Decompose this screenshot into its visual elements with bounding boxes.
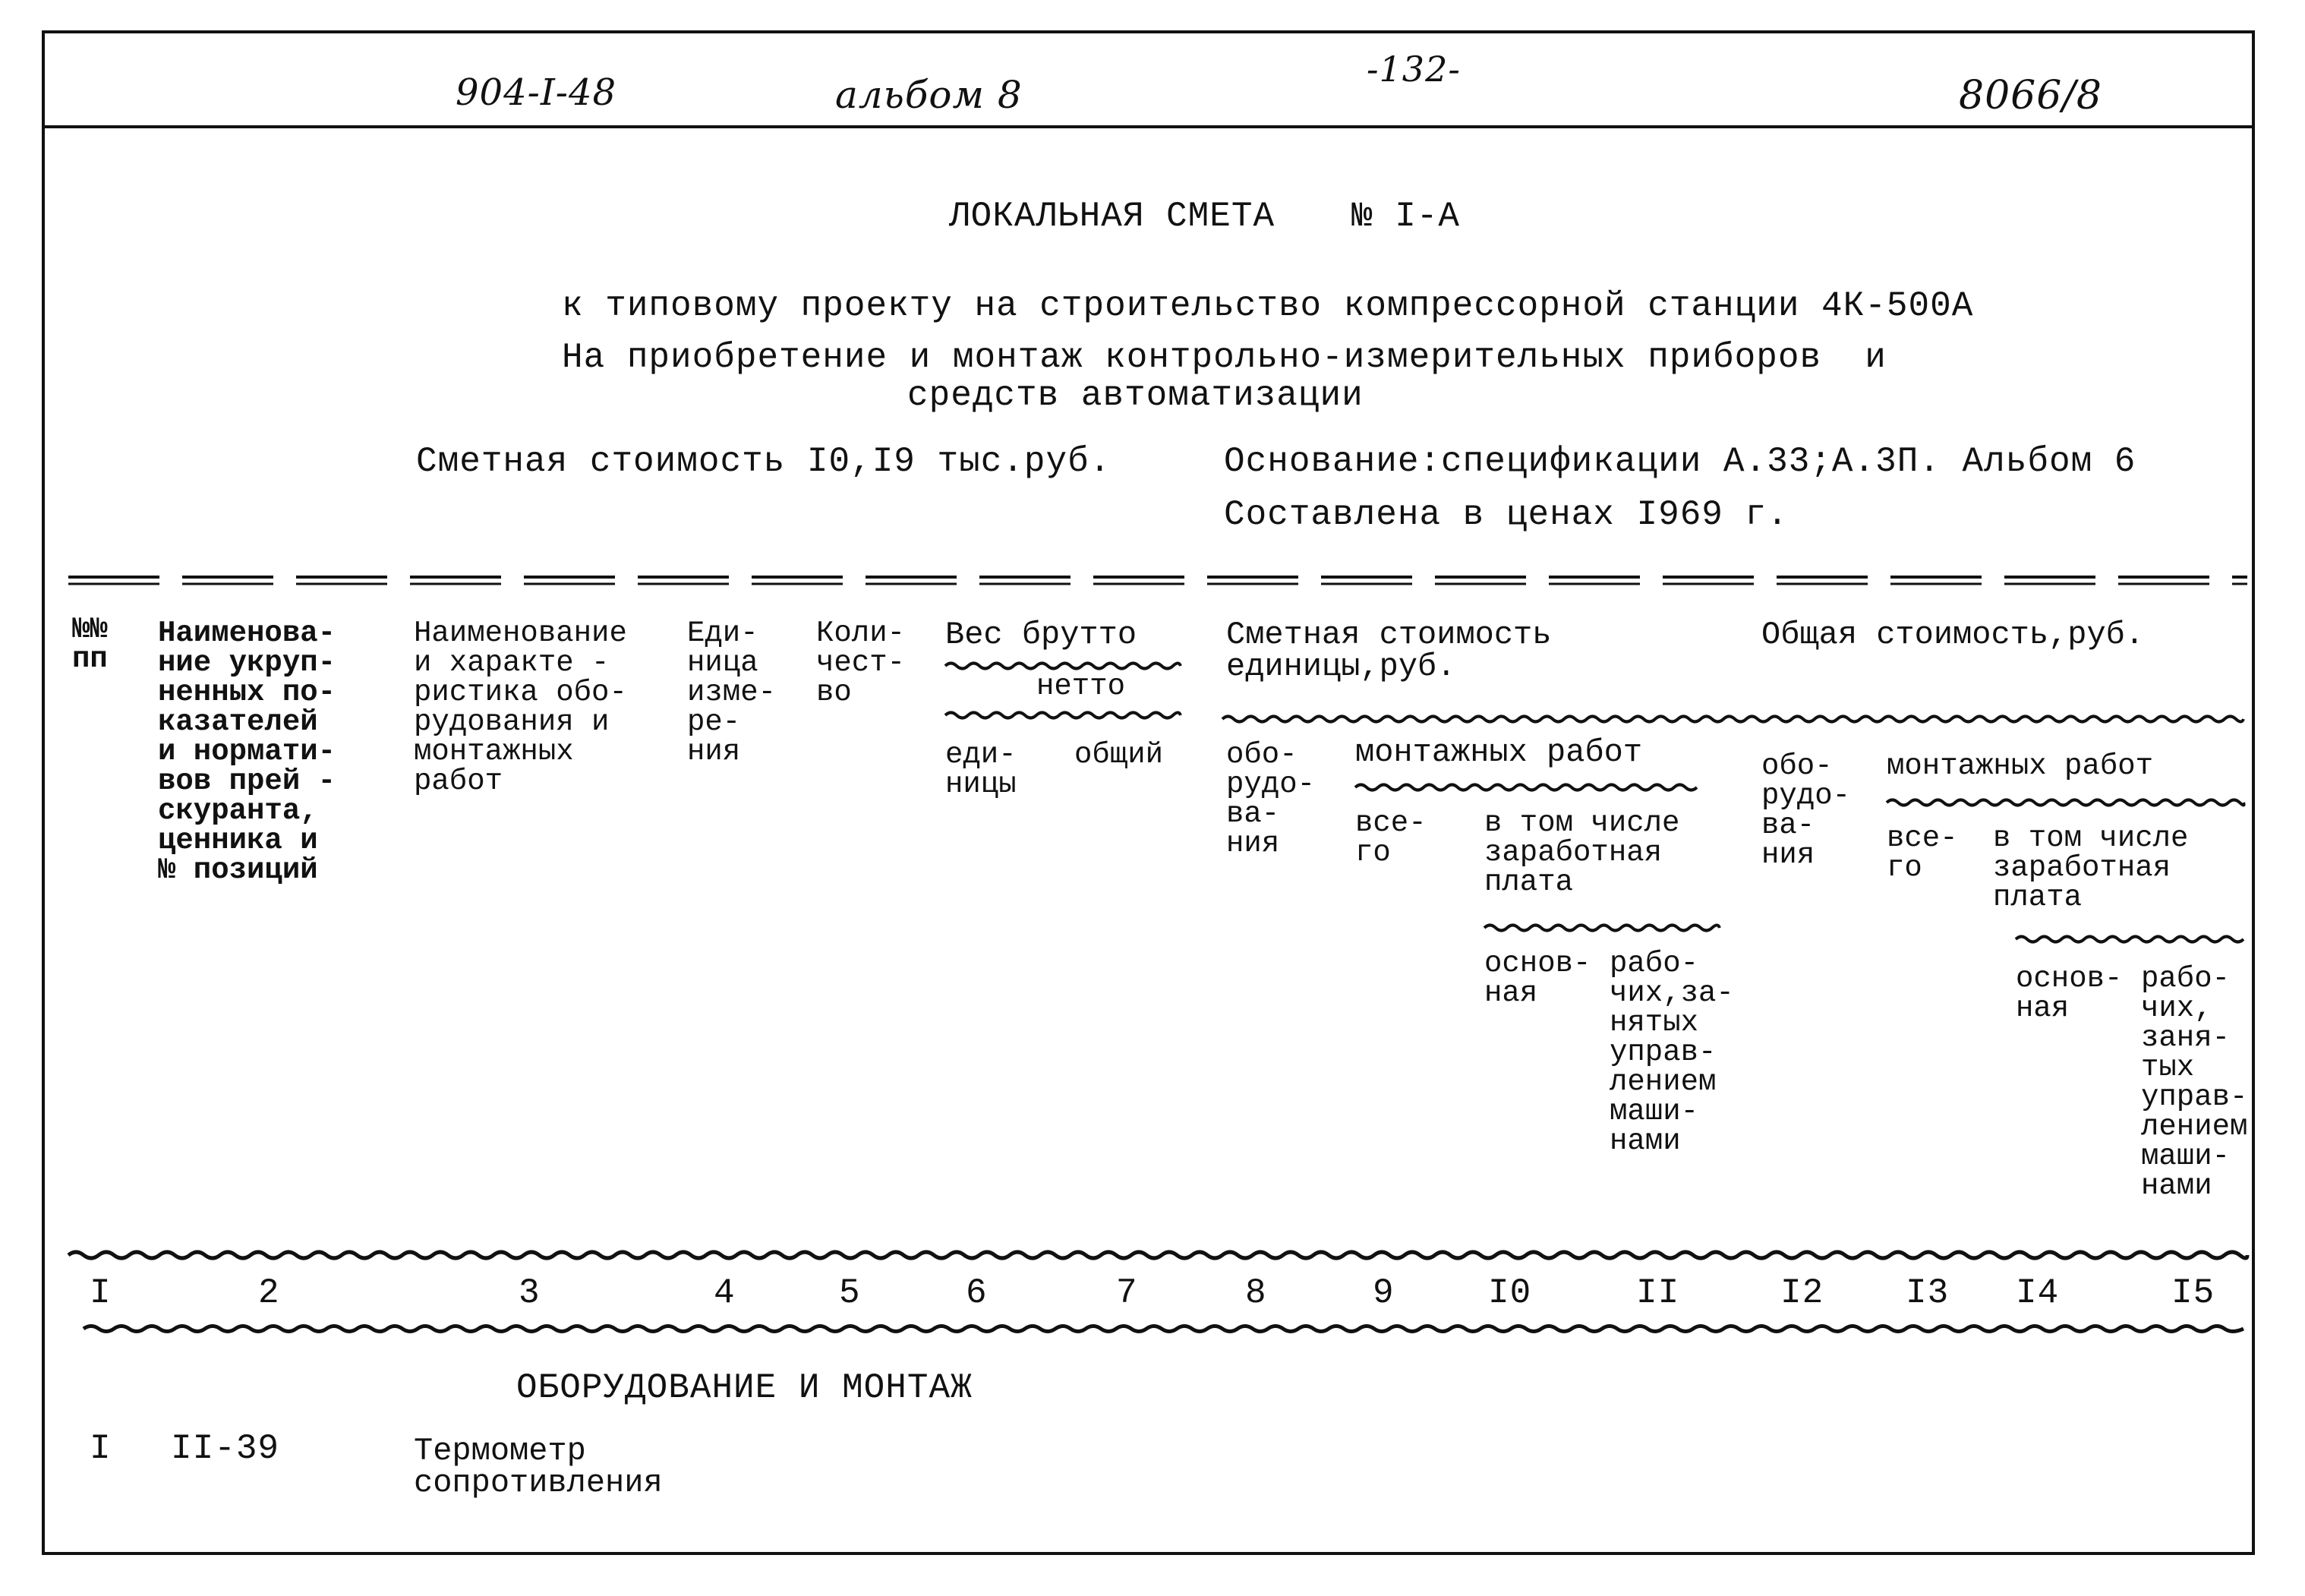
column-number: I3	[1906, 1273, 1950, 1313]
header-bottom-rule	[68, 1249, 2247, 1261]
stamp-page-number: -132-	[1367, 49, 1461, 90]
total-wage-rule	[2016, 934, 2244, 945]
column-number: 5	[839, 1273, 861, 1313]
header-total-equipment: обо- рудо- ва- ния	[1761, 749, 1851, 872]
header-total-cost: Общая стоимость,руб.	[1761, 617, 2145, 653]
column-number: II	[1636, 1273, 1680, 1313]
section-title: ОБОРУДОВАНИЕ И МОНТАЖ	[516, 1368, 973, 1408]
header-unit-cost: Сметная стоимость единицы,руб.	[1226, 617, 1552, 685]
netto-rule-top	[945, 661, 1181, 671]
header-weight-netto: нетто	[1036, 670, 1126, 703]
subtitle-line-1: к типовому проекту на строительство компрессорной станции 4К-500А	[562, 286, 1974, 326]
document-title: ЛОКАЛЬНАЯ СМЕТА	[949, 197, 1275, 236]
stamp-project-code: 904-I-48	[456, 71, 617, 114]
stamp-album: альбом 8	[835, 73, 1023, 117]
row-name: Термометр сопротивления	[414, 1433, 663, 1501]
column-number: I	[90, 1273, 112, 1313]
header-total-mount: монтажных работ	[1887, 749, 2154, 783]
netto-rule-bottom	[945, 710, 1181, 721]
cost-group-rule	[1222, 714, 2244, 724]
column-number: 2	[258, 1273, 280, 1313]
header-weight-unit: еди- ницы	[945, 738, 1017, 801]
unit-wage-rule	[1484, 923, 1720, 933]
header-col-number: №№ пп	[72, 613, 108, 676]
header-unit-mount: монтажных работ	[1355, 734, 1643, 771]
header-unit-wage-basic: основ- ная	[1484, 947, 1591, 1010]
column-number: I2	[1780, 1273, 1824, 1313]
subtitle-line-3: средств автоматизации	[907, 376, 1364, 415]
header-col-name: Наименование и характе - ристика обо- рудования и монтажных работ	[414, 617, 627, 798]
header-col-unit: Еди- ница изме- ре- ния	[687, 617, 777, 768]
row-code: II-39	[171, 1429, 280, 1468]
column-number: 7	[1116, 1273, 1138, 1313]
column-number: 8	[1245, 1273, 1267, 1313]
stamp-doc-number: 8066/8	[1959, 73, 2102, 118]
header-col-quantity: Коли- чест- во	[816, 617, 906, 709]
header-weight-total: общий	[1074, 738, 1164, 771]
column-number: 6	[966, 1273, 988, 1313]
row-number: I	[90, 1429, 112, 1468]
column-number: 9	[1373, 1273, 1395, 1313]
header-total-mount-total: все- го	[1887, 822, 1958, 885]
estimate-number: № I-А	[1351, 197, 1461, 236]
column-number: I5	[2171, 1273, 2215, 1313]
subtitle-line-2: На приобретение и монтаж контрольно-измерительных приборов и	[562, 338, 1887, 377]
column-number: 3	[519, 1273, 541, 1313]
column-number: I4	[2016, 1273, 2060, 1313]
price-basis: Составлена в ценах I969 г.	[1224, 495, 1789, 535]
column-numbers-bottom-rule	[84, 1323, 2244, 1334]
header-unit-incl-wage: в том числе заработная плата	[1484, 806, 1680, 899]
header-weight-brutto: Вес брутто	[945, 617, 1137, 653]
unit-mount-rule	[1355, 782, 1697, 793]
header-total-wage-machine: рабо- чих, заня- тых управ- лением маши- нами	[2141, 962, 2248, 1203]
total-mount-rule	[1887, 797, 2244, 808]
header-total-incl-wage: в том числе заработная плата	[1993, 822, 2189, 914]
column-number: I0	[1488, 1273, 1532, 1313]
header-col-code: Наименова- ние укруп- ненных по- казателей и нормати- вов прей - скуранта, ценника и № позиций	[158, 617, 336, 887]
header-unit-equipment: обо- рудо- ва- ния	[1226, 738, 1316, 860]
header-unit-mount-total: все- го	[1355, 806, 1427, 869]
header-top-rule	[68, 573, 2247, 588]
stamp-divider	[42, 125, 2255, 128]
column-number: 4	[714, 1273, 736, 1313]
header-total-wage-basic: основ- ная	[2016, 962, 2123, 1025]
basis: Основание:спецификации А.33;А.3П. Альбом 6	[1224, 442, 2136, 481]
header-unit-wage-machine: рабо- чих,за- нятых управ- лением маши- нами	[1610, 947, 1734, 1158]
estimated-cost: Сметная стоимость I0,I9 тыс.руб.	[416, 442, 1112, 481]
